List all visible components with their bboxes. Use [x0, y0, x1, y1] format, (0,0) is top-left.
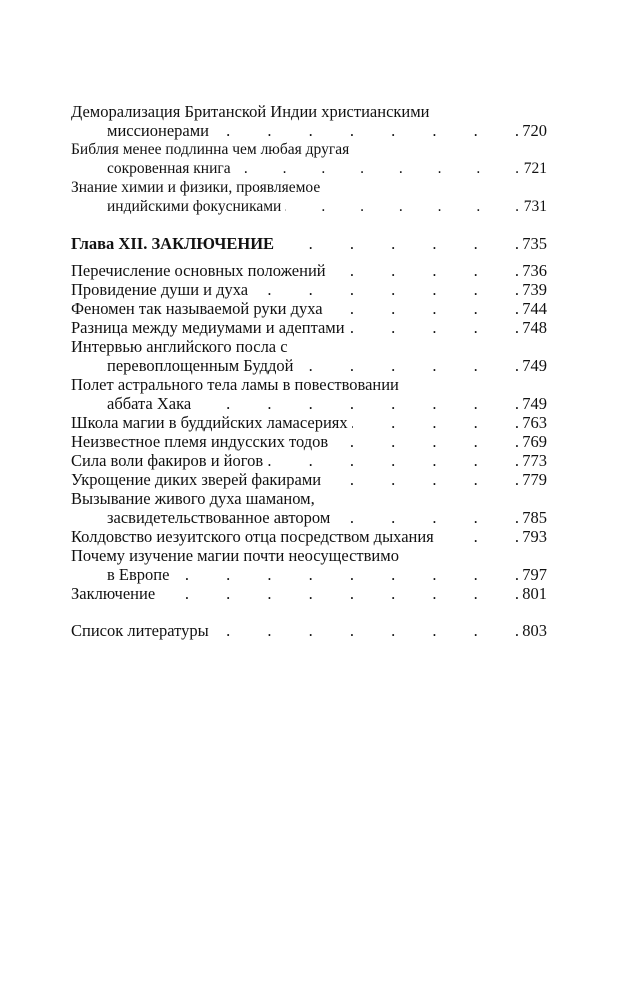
toc-entry [71, 375, 547, 413]
dot-leader [252, 280, 519, 299]
toc-entry [71, 261, 547, 280]
toc-page-number: 749 [522, 394, 547, 413]
toc-entry [71, 280, 547, 299]
toc-page-number: 731 [523, 198, 547, 215]
toc-entry-title: Разница между медиумами и адептами [71, 318, 345, 337]
toc-entry-title-cont: перевоплощенным Буддой [107, 356, 294, 375]
toc-entry [71, 178, 547, 216]
toc-page-number: 736 [522, 261, 547, 280]
dot-leader [159, 584, 519, 603]
toc-entry [71, 489, 547, 527]
toc-entry-title: Школа магии в буддийских ламасериях [71, 413, 348, 432]
toc-page-number: 720 [522, 121, 547, 140]
dot-leader [285, 197, 519, 216]
dot-leader [195, 394, 519, 413]
toc-entry-title: Полет астрального тела ламы в повествовании [71, 375, 399, 394]
dot-leader [334, 508, 519, 527]
toc-entry-title: Сила воли факиров и йогов [71, 451, 264, 470]
toc-page-number: 773 [522, 451, 547, 470]
dot-leader [173, 565, 519, 584]
toc-page-number: 779 [522, 470, 547, 489]
toc-page-number: 735 [522, 234, 547, 253]
toc-entry-title: Знание химии и физики, проявляемое [71, 179, 321, 196]
toc-entry-title: Вызывание живого духа шаманом, [71, 489, 315, 508]
toc-entry-title: Перечисление основных положений [71, 261, 326, 280]
toc-page-number: 721 [523, 160, 547, 177]
dot-leader [352, 413, 519, 432]
toc-entry [71, 470, 547, 489]
dot-leader [213, 121, 519, 140]
dot-leader [213, 621, 519, 640]
toc-entry [71, 451, 547, 470]
toc-entry-title: Список литературы [71, 621, 209, 640]
toc-entry-title: Неизвестное племя индусских тодов [71, 432, 329, 451]
toc-entry-title: Почему изучение магии почти неосуществимо [71, 546, 399, 565]
toc-entry-title: Феномен так называемой руки духа [71, 299, 323, 318]
toc-entry-title: Колдовство иезуитского отца посредством дыхания [71, 527, 434, 546]
toc-entry [71, 584, 547, 603]
toc-page-number: 749 [522, 356, 547, 375]
toc-page-number: 748 [522, 318, 547, 337]
dot-leader [327, 299, 519, 318]
toc-page-number: 763 [522, 413, 547, 432]
toc-entry-title: Заключение [71, 584, 156, 603]
toc-entry-title-cont: миссионерами [107, 121, 209, 140]
toc-entry [71, 299, 547, 318]
toc-page-number: 769 [522, 432, 547, 451]
chapter-title: Глава XII. ЗАКЛЮЧЕНИЕ [71, 234, 275, 253]
dot-leader [297, 356, 519, 375]
toc-entry-title-cont: засвидетельствованное автором [107, 508, 331, 527]
dot-leader [235, 159, 519, 178]
toc-entry [71, 102, 547, 140]
dot-leader [325, 470, 519, 489]
toc-entry-title: Провидение души и духа [71, 280, 249, 299]
toc-entry-title-cont: сокровенная книга [107, 160, 231, 177]
toc-entry-title: Библия менее подлинна чем любая другая [71, 141, 350, 158]
toc-entry [71, 432, 547, 451]
toc-page-number: 739 [522, 280, 547, 299]
toc-entry [71, 546, 547, 584]
toc-entry-title-cont: индийскими фокусниками [107, 198, 282, 215]
toc-entry [71, 318, 547, 337]
toc-entry [71, 527, 547, 546]
toc-page-number: 797 [522, 565, 547, 584]
toc-entry [71, 337, 547, 375]
toc-entry [71, 140, 547, 178]
toc-entry-title-cont: аббата Хака [107, 394, 192, 413]
dot-leader [349, 318, 519, 337]
toc-entry-title-cont: в Европе [107, 565, 170, 584]
toc-page-number: 793 [522, 527, 547, 546]
toc-page-number: 803 [522, 621, 547, 640]
toc-page-number: 785 [522, 508, 547, 527]
toc-page-number: 801 [522, 584, 547, 603]
dot-leader [438, 527, 519, 546]
toc-entry [71, 413, 547, 432]
toc-entry-bibliography [71, 621, 547, 640]
toc-entry-title: Укрощение диких зверей факирами [71, 470, 322, 489]
toc-page-number: 744 [522, 299, 547, 318]
dot-leader [278, 234, 519, 253]
table-of-contents [71, 102, 547, 640]
dot-leader [330, 261, 519, 280]
chapter-heading [71, 234, 547, 253]
dot-leader [267, 451, 519, 470]
toc-entry-title: Деморализация Британской Индии христианскими [71, 102, 430, 121]
dot-leader [332, 432, 519, 451]
toc-entry-title: Интервью английского посла с [71, 337, 288, 356]
